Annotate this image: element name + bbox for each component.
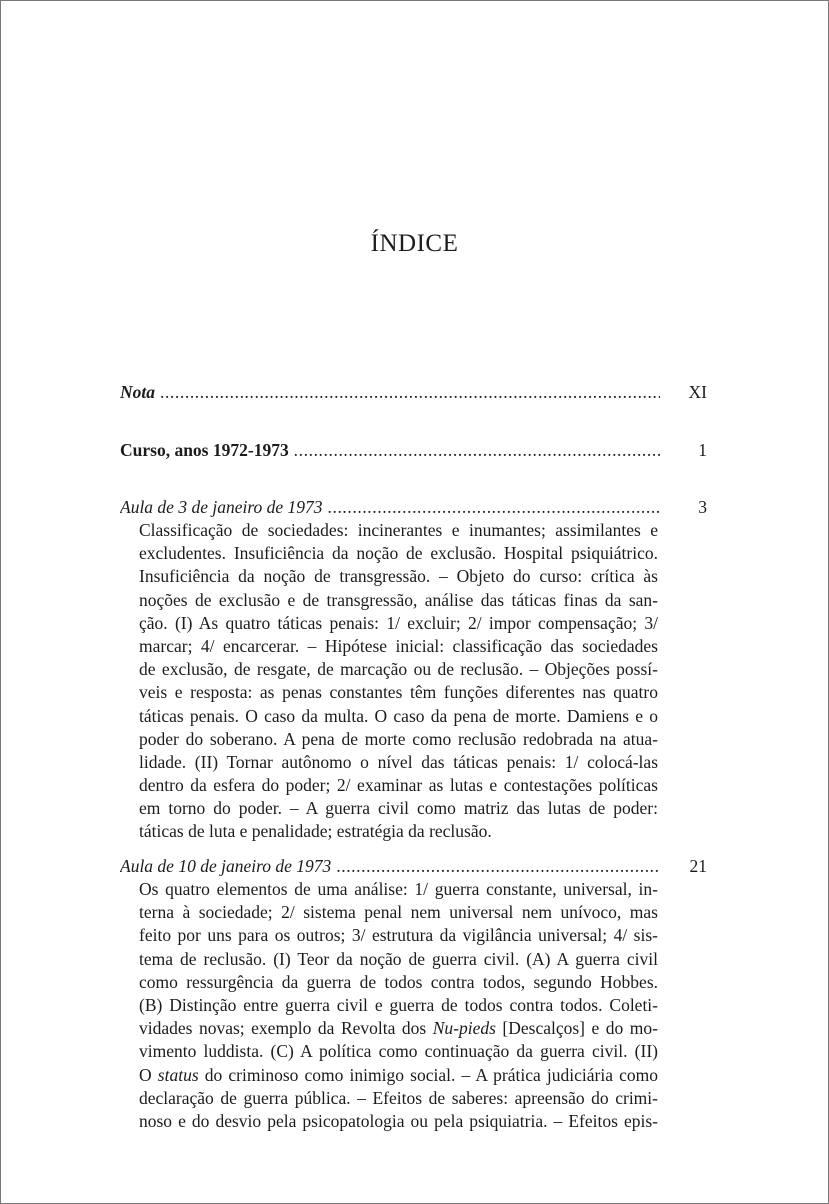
toc-entry-aula-3-janeiro[interactable]	[120, 494, 707, 520]
summary-text: vidades novas; exemplo da Revolta dos	[139, 1018, 433, 1039]
summary-line: táticas de luta e penalidade; estratégia da reclusão.	[139, 821, 492, 842]
summary-text: O	[139, 1064, 158, 1085]
toc-page-number: 1	[698, 440, 707, 460]
toc-page-number: XI	[688, 382, 707, 402]
summary-line: veis e resposta: as penas constantes têm funções diferentes nas quatro	[139, 682, 658, 703]
toc-entry-aula-10-janeiro[interactable]	[120, 853, 707, 879]
summary-line: marcar; 4/ encarcerar. – Hipótese inicial: classificação das sociedades	[139, 635, 658, 656]
toc-page-number: 21	[689, 856, 707, 876]
summary-line-mixed	[139, 1017, 658, 1040]
toc-entry-label: Nota .....	[120, 379, 660, 405]
toc-page-number: 3	[698, 497, 707, 517]
summary-line: (B) Distinção entre guerra civil e guerra de todos contra todos. Coleti-	[139, 994, 658, 1015]
summary-line: ção. (I) As quatro táticas penais: 1/ excluir; 2/ impor compensação; 3/	[139, 612, 658, 633]
summary-line: dentro da esfera do poder; 2/ examinar as lutas e contestações políticas	[139, 775, 658, 796]
summary-line: táticas penais. O caso da multa. O caso da pena de morte. Damiens e o	[139, 705, 658, 726]
summary-line: como ressurgência da guerra de todos contra todos, segundo Hobbes.	[139, 971, 658, 992]
summary-line: terna à sociedade; 2/ sistema penal nem universal nem unívoco, mas	[139, 902, 658, 923]
summary-italic-term: Nu-pieds	[432, 1018, 496, 1039]
summary-line: de exclusão, de resgate, de marcação ou de reclusão. – Objeções possí-	[139, 659, 658, 680]
summary-line: excludentes. Insuficiência da noção de exclusão. Hospital psiquiátrico.	[139, 543, 658, 564]
page-title: ÍNDICE	[370, 230, 459, 257]
toc-entry-nota[interactable]	[120, 379, 707, 405]
summary-line: feito por uns para os outros; 3/ estrutura da vigilância universal; 4/ sis-	[139, 925, 658, 946]
summary-line-mixed	[139, 1064, 658, 1087]
summary-line: Classificação de sociedades: incinerantes e inumantes; assimilantes e	[139, 520, 658, 540]
toc-entry-label: Aula de 3 de janeiro de 1973 .....	[120, 494, 660, 520]
summary-italic-term: status	[157, 1064, 199, 1085]
summary-text: do criminoso como inimigo social. – A prática judiciária como	[198, 1064, 659, 1085]
summary-text: [Descalços] e do mo-	[495, 1018, 658, 1039]
summary-line: lidade. (II) Tornar autônomo o nível das táticas penais: 1/ colocá-las	[139, 751, 658, 772]
summary-line: Os quatro elementos de uma análise: 1/ guerra constante, universal, in-	[139, 879, 658, 899]
summary-line: poder do soberano. A pena de morte como reclusão redobrada na atua-	[139, 728, 658, 749]
summary-line: noções de exclusão e de transgressão, análise das táticas finas da san-	[139, 589, 658, 610]
summary-line: em torno do poder. – A guerra civil como matriz das lutas de poder:	[139, 798, 658, 819]
toc-entry-label: Aula de 10 de janeiro de 1973 .....	[120, 853, 660, 879]
summary-line: tema de reclusão. (I) Teor da noção de guerra civil. (A) A guerra civil	[139, 948, 658, 969]
summary-line: declaração de guerra pública. – Efeitos de saberes: apreensão do crimi-	[139, 1087, 658, 1108]
entry-summary	[139, 878, 658, 1133]
entry-summary	[139, 519, 658, 844]
toc-entry-curso[interactable]	[120, 437, 707, 463]
summary-line: vimento luddista. (C) A política como continuação da guerra civil. (II)	[139, 1041, 658, 1062]
summary-line: noso e do desvio pela psicopatologia ou pela psiquiatria. – Efeitos epis-	[139, 1110, 658, 1131]
summary-line: Insuficiência da noção de transgressão. – Objeto do curso: crítica às	[139, 566, 658, 587]
toc-entry-label: Curso, anos 1972-1973 .....	[120, 437, 660, 463]
